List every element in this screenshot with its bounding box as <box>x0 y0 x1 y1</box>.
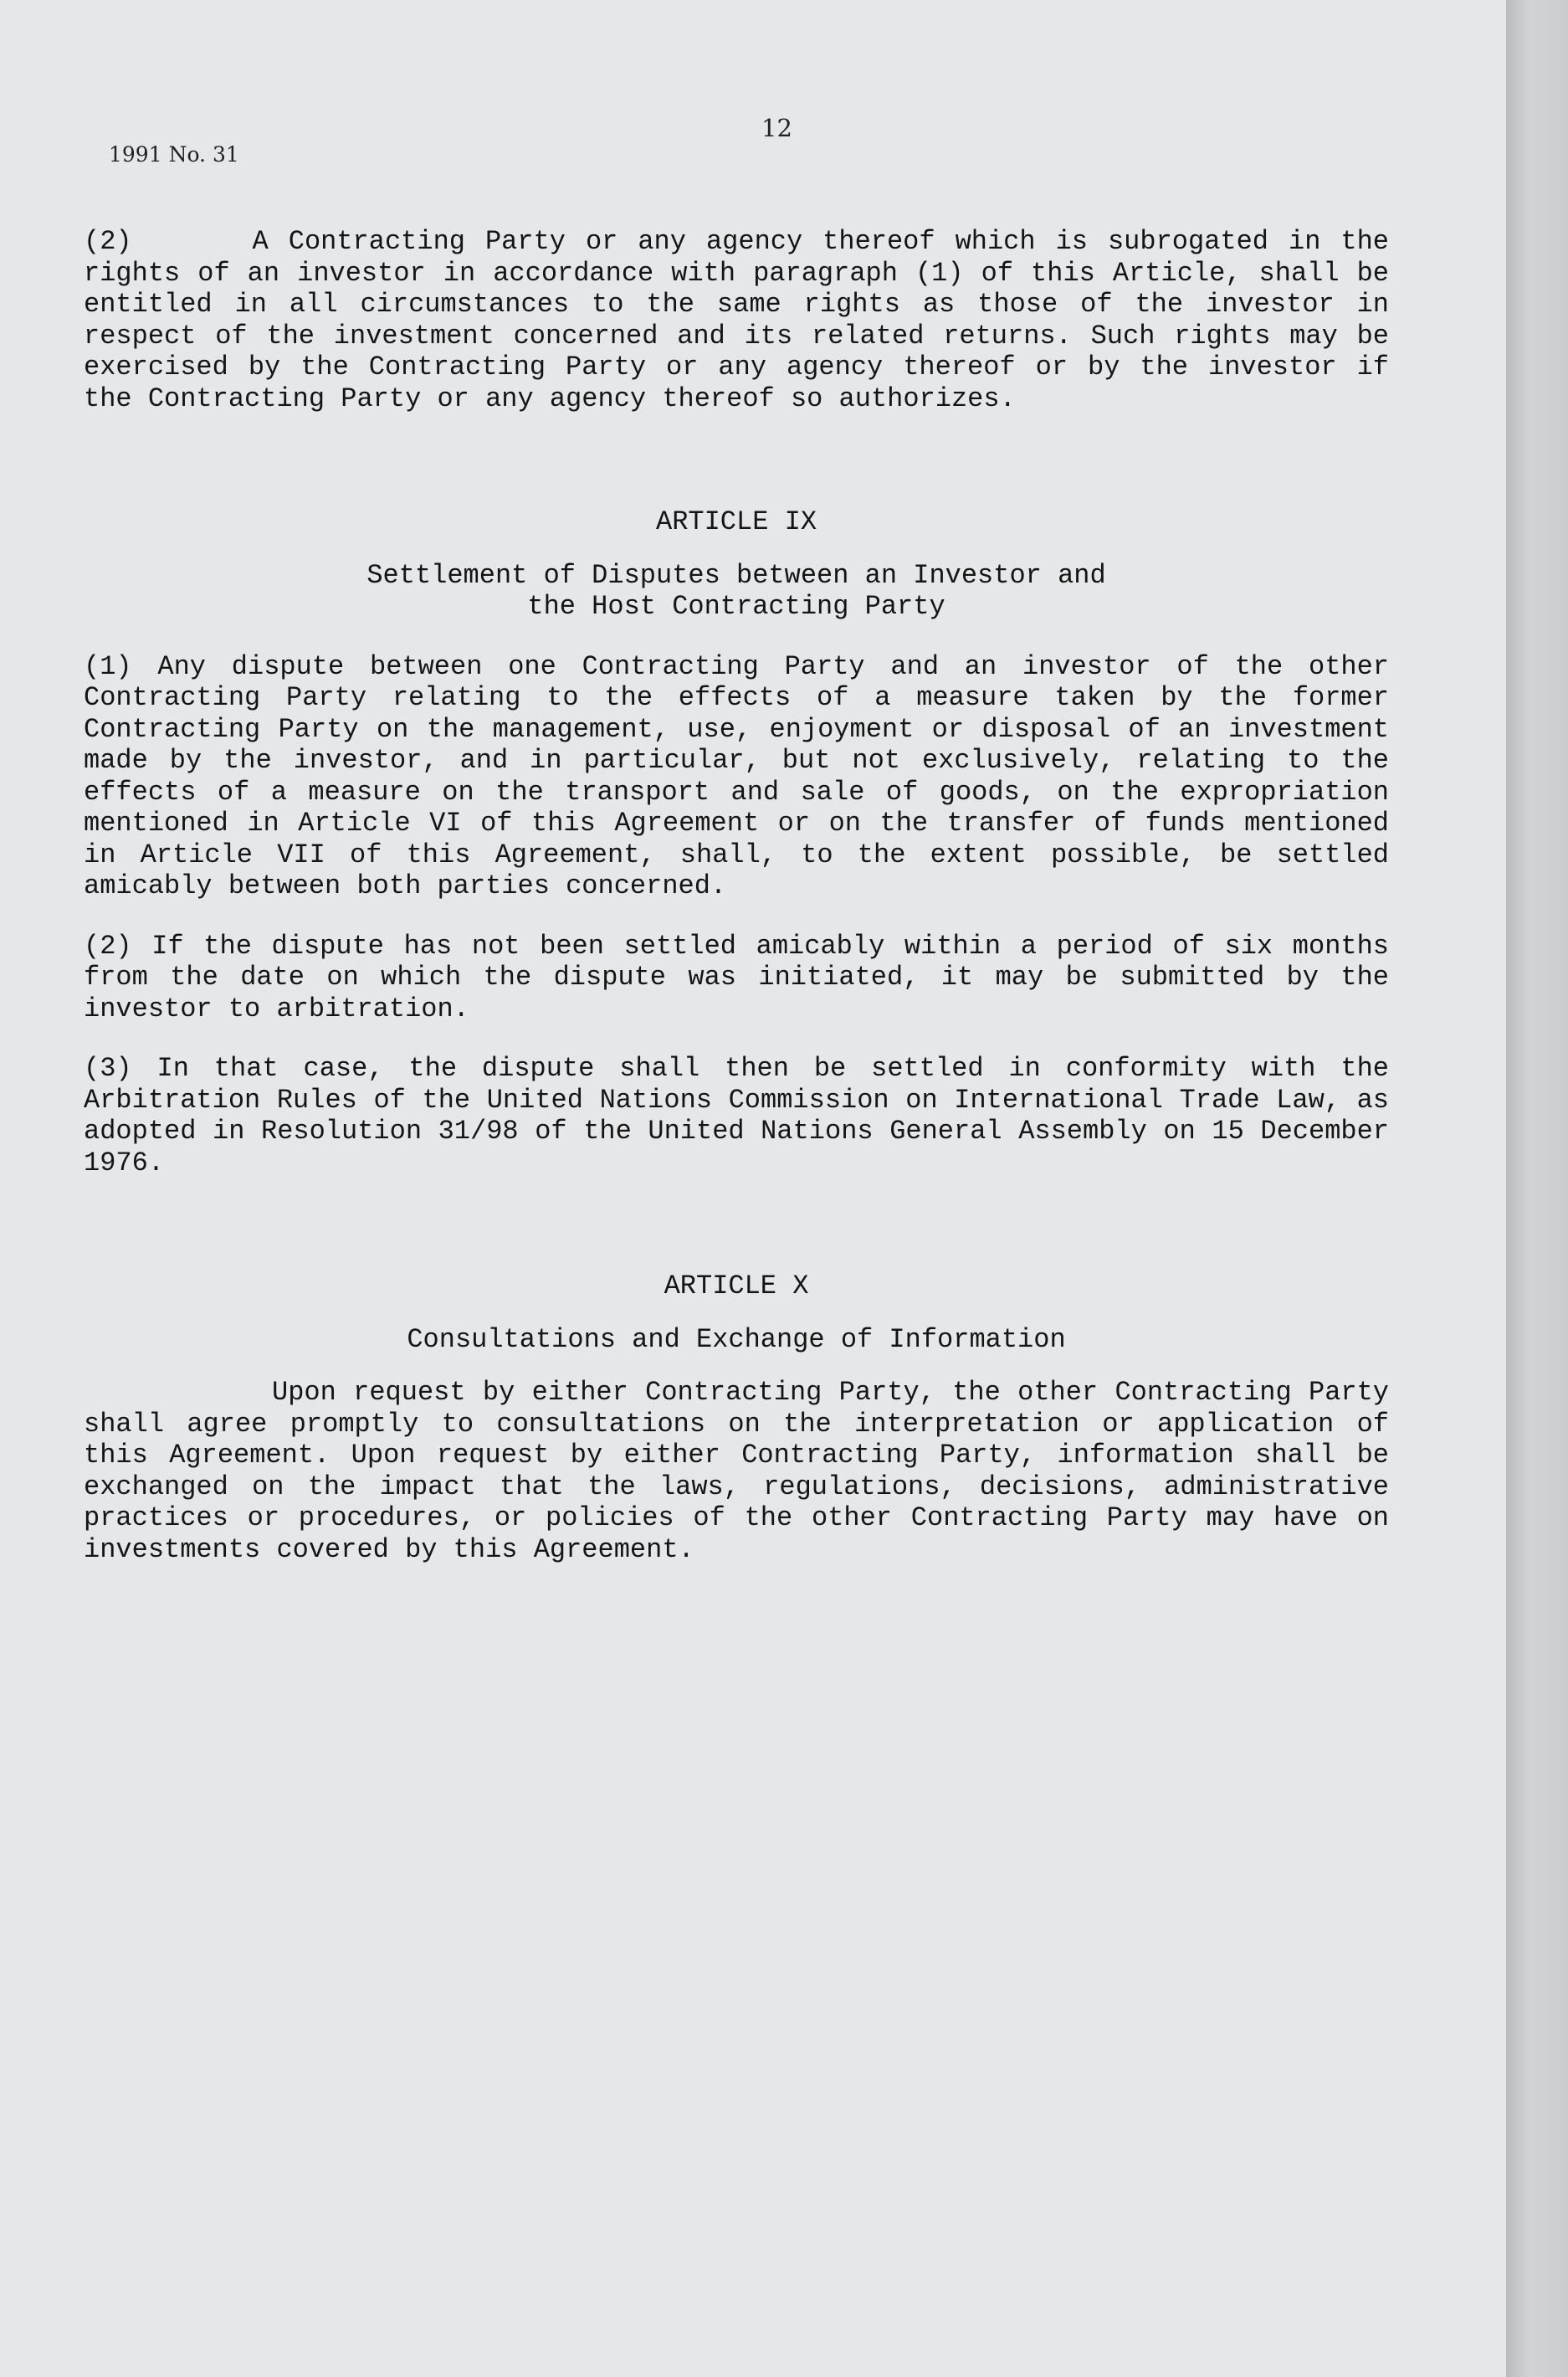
article-x-subtitle: Consultations and Exchange of Information <box>407 1323 1066 1355</box>
article-viii-paragraph-2: (2) A Contracting Party or any agency thereof which is subrogated in the rights of an investor in accordance with paragraph (1) of this Article, shall be entitled in all circumstances to the same rights as those of the investor in respect of the investment concerned and its related returns. Such rights may be exercised by the Contracting Party or any agency thereof or by the investor if the Contracting Party or any agency thereof so authorizes. <box>84 226 1406 414</box>
page-number: 12 <box>761 114 792 142</box>
page-edge <box>1506 0 1568 2377</box>
document-body <box>84 226 1406 1565</box>
article-ix-title: ARTICLE IX <box>655 506 817 537</box>
article-x-paragraph: Upon request by either Contracting Party, the other Contracting Party shall agree promptly to consultations on the interpretation or application of this Agreement. Upon request by either Contracting Party, information shall be exchanged on the impact that the laws, regulations, decisions, administrative practices or procedures, or policies of the other Contracting Party may have on investments covered by this Agreement. <box>84 1377 1389 1565</box>
article-ix-paragraph-1: (1) Any dispute between one Contracting Party and an investor of the other Contracting Party relating to the effects of a measure taken by the former Contracting Party on the management, use, enjoyment or disposal of an investment made by the investor, and in particular, but not exclusively, relating to the effects of a measure on the transport and sale of goods, on the expropriation mentioned in Article VI of this Agreement or on the transfer of funds mentioned in Article VII of this Agreement, shall, to the extent possible, be settled amicably between both parties concerned. <box>84 650 1389 901</box>
article-x-title: ARTICLE X <box>664 1271 809 1301</box>
serial-number: 1991 No. 31 <box>109 142 239 167</box>
article-ix-paragraph-2: (2) If the dispute has not been settled amicably within a period of six months from the date on which the dispute was initiated, it may be submitted by the investor to arbitration. <box>84 930 1389 1024</box>
article-ix-paragraph-3: (3) In that case, the dispute shall then be settled in conformity with the Arbitration Rules of the United Nations Commission on International Trade Law, as adopted in Resolution 31/98 of the United Nations General Assembly on 15 December 1976. <box>84 1053 1389 1178</box>
article-ix-subtitle: Settlement of Disputes between an Investor and the Host Contracting Party <box>366 559 1106 622</box>
